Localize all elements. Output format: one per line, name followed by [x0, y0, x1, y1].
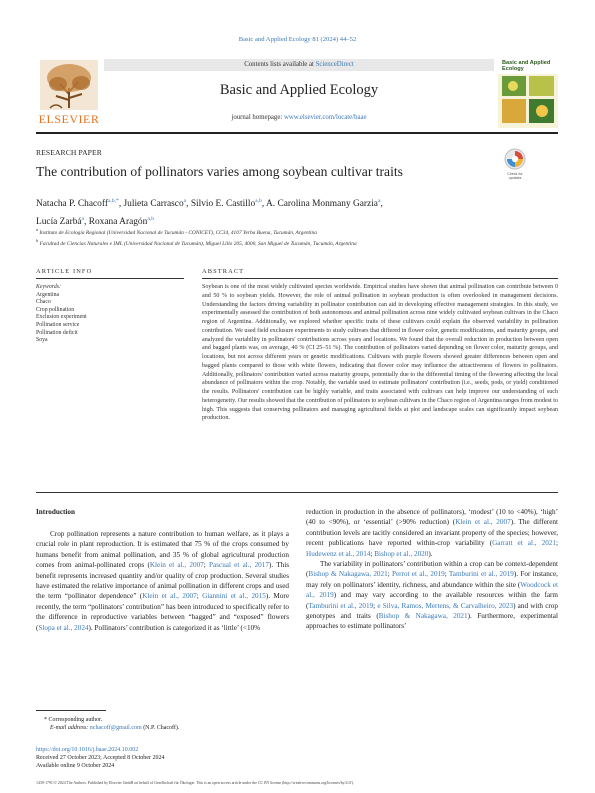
citation-link[interactable]: Klein et al., 2007: [455, 518, 511, 527]
cover-title: Basic and Applied Ecology: [502, 60, 551, 73]
body-text: ). Pollinators’ contribution is categorized it as ‘little’ (<10%: [88, 623, 261, 632]
citation-link[interactable]: Woodcock et al., 2019: [306, 580, 558, 600]
abstract-text: Soybean is one of the most widely cultivated species worldwide. Empirical studies have shown that animal pollination can contribute between 0 and 50 % to soybean yields. However, the role of animal pollination in soybean production is often overlooked in management decisions. Understanding the factors driving variability in pollinator contribution can aid in developing effective management strategies. In this study, we experimentally assessed the contribution of both autonomous and animal pollination across nine widely cultivated soybean cultivars in the Chaco region of Argentina. Additionally, we explored whether specific traits of these cultivars could explain the observed variability in pollination contribution. We used field exclusure experiments to study cultivars that differed in flower color, genetic modifications, and maturity groups, and analyzed the variability in pollinators' contributions across years and locations. We found that the overall reduction in production between open and bagged plants was, on average, 40 % (CI 25–51 %). The contribution of pollinators varied depending on flower color, maturity groups, and locations, but not across different years or genetic modifications. Cultivars with purple flowers showed greater differences between open and bagged plants compared to those with white flowers, indicating that flower color may influence the attractiveness of flowers to pollinators. Additionally, pollinators' contribution varied across maturity groups, potentially due to the differential timing of the flowering affecting the local abundance of pollinators within the crop. Notably, the variable used to estimate pollinators' contribution (i.e., seeds, pods, or yield) conditioned the results. Pollinators' contribution can be highly variable, and traits associated with cultivars can help improve our understanding of such heterogeneity. Our results showed that the contribution of pollinators to soybean cultivars in the Chaco region of Argentina ranges from modest to high. This suggests that conserving pollinators and managing agricultural fields at plot and landscape scales can significantly impact soybean production.: [202, 284, 558, 422]
citation-link[interactable]: Perrot et al., 2019: [391, 570, 445, 579]
article-type: RESEARCH PAPER: [36, 148, 102, 157]
abstract-heading: ABSTRACT: [202, 268, 245, 275]
check-for-updates-badge[interactable]: [502, 148, 528, 182]
keyword: Pollination service: [36, 321, 80, 328]
publisher-name: ELSEVIER: [38, 112, 100, 126]
body-text: ;: [196, 592, 203, 601]
body-text: ;: [370, 549, 375, 558]
introduction-heading: Introduction: [36, 508, 76, 516]
keyword: Pollination deficit: [36, 329, 78, 336]
citation-link[interactable]: Bishop & Nakagawa, 2021: [378, 612, 468, 621]
article-info-heading: ARTICLE INFO: [36, 268, 93, 275]
affiliation-b: $^b$ Facultad de Ciencias Naturales e IML (Universidad Nacional de Tucumán), Miguel Lillo 205, 4000, San Miguel de Tucumán, Tucumán, Argentina: [36, 238, 357, 248]
available-online-date: Available online 9 October 2024: [36, 763, 115, 770]
keyword: Exclusion experiment: [36, 314, 87, 321]
keyword: Crop pollination: [36, 306, 75, 313]
introduction-column-1: [36, 529, 289, 633]
citation-link[interactable]: Slopa et al., 2024: [38, 623, 89, 632]
body-text: ;: [203, 561, 210, 570]
affiliations: [36, 226, 556, 249]
author[interactable]: Roxana Aragón$^{a,b}$: [88, 216, 154, 228]
body-text: ) and may vary according to the available resources within the farm (: [306, 591, 559, 610]
author[interactable]: A. Carolina Monmany Garzia$^a$: [266, 198, 381, 210]
keywords-label: Keywords:: [36, 284, 61, 290]
introduction-paragraph: [306, 559, 558, 632]
citation-link[interactable]: Bishop & Nakagawa, 2021: [308, 570, 388, 579]
elsevier-logo[interactable]: [36, 58, 102, 126]
journal-homepage: [104, 114, 494, 121]
citation-link[interactable]: Giannini et al., 2015: [202, 592, 266, 601]
body-text: reduction in production in the absence of pollinators), ‘modest’ (10 to <40%), ‘high’ (40 to <90%), or ‘essential’ (>90% reduction) (: [306, 508, 558, 527]
citation-link[interactable]: e Silva, Ramos, Mertens, & Carvalheiro, 2023: [377, 601, 514, 610]
email-label: E-mail address:: [50, 725, 90, 732]
keyword: Argentina: [36, 291, 60, 298]
citation-link[interactable]: Tamburini et al., 2019: [308, 601, 374, 610]
contents-banner: [104, 59, 494, 71]
journal-reference[interactable]: Basic and Applied Ecology 81 (2024) 44–52: [238, 36, 357, 43]
introduction-column-2: [306, 507, 558, 632]
citation-link[interactable]: Garratt et al., 2021: [492, 539, 556, 548]
body-text: ). This benefit represents increased quantity and/or quality of crop production. Several studies have estimated the relative importance of animal pollination in different crops and used the term “pollinator dependence” (: [36, 561, 290, 601]
affiliation-a: $^a$ Instituto de Ecología Regional (Universidad Nacional de Tucumán - CONICET), CC34, 4107 Yerba Buena, Tucumán, Argentina: [36, 227, 317, 236]
body-text: The variability in pollinators’ contribution within a crop can be context-dependent (: [306, 560, 558, 579]
author[interactable]: Natacha P. Chacoff$^{a,b,*}$: [36, 198, 119, 210]
corresponding-footnote: * Corresponding author. E-mail address: nchacoff@gmail.com (N.P. Chacoff).: [44, 717, 180, 732]
body-text: ;: [373, 601, 378, 610]
keyword: Chaco: [36, 299, 51, 306]
body-text: Crop pollination represents a nature contribution to human welfare, as it plays a crucial role in plant reproduction. It is estimated that 75 % of the crops consumed by humans benefit from animal pollination, and 35 % of global agricultural production comes from animal-pollinated crops (: [36, 530, 289, 570]
body-text: ). The different contribution levels are tacitly considered an invariant property of the species; however, recent publications have reported within-crop variability (: [306, 518, 558, 548]
corresponding-label: Corresponding author.: [48, 717, 103, 723]
footnote-rule: [36, 710, 106, 711]
body-text: ;: [556, 539, 558, 548]
abstract-bottom-rule: [36, 492, 558, 493]
contents-prefix: Contents lists available at: [244, 61, 316, 68]
received-accepted-dates: Received 27 October 2023; Accepted 8 October 2024: [36, 755, 165, 762]
copyright-notice: 1439-1791/© 2024 The Authors. Published by Elsevier GmbH on behalf of Gesellschaft für Ökologie. This is an open access article under the CC BY license (http://creativecommons.org/licenses/by/4.0/).: [36, 781, 354, 785]
author[interactable]: Silvio E. Castillo$^{a,b}$: [190, 198, 262, 210]
citation-link[interactable]: Klein et al., 2007: [142, 592, 197, 601]
doi-link[interactable]: https://doi.org/10.1016/j.baae.2024.10.002: [36, 747, 139, 753]
abstract-rule: [202, 278, 558, 279]
author[interactable]: Lucía Zarbá$^a$: [36, 216, 85, 228]
article-history: [36, 746, 556, 771]
citation-link[interactable]: Pascual et al., 2017: [209, 561, 269, 570]
body-text: ;: [444, 570, 449, 579]
sciencedirect-link[interactable]: ScienceDirect: [315, 61, 354, 68]
article-title: The contribution of pollinators varies among soybean cultivar traits: [36, 164, 403, 179]
header-divider: [36, 132, 558, 134]
body-text: ). For instance, may rely on pollinators’ identity, richness, and abundance within the site (: [306, 570, 558, 589]
body-text: ). Furthermore, experimental approaches to estimate pollinators’: [306, 612, 558, 631]
body-text: ).: [428, 549, 433, 558]
keywords: [36, 284, 176, 345]
body-text: ;: [387, 570, 392, 579]
homepage-link[interactable]: www.elsevier.com/locate/baae: [283, 114, 367, 121]
crossmark-label: Check for updates: [507, 172, 523, 181]
body-text: ). More recently, the term “pollinators’ contribution” has been introduced to specifically refer to the difference in reproductive variables between “bagged” and “exposed” flowers (: [36, 592, 290, 632]
citation-link[interactable]: Tamburini et al., 2019: [448, 570, 514, 579]
introduction-paragraph: [306, 507, 558, 559]
author-list: Natacha P. Chacoff$^{a,b,*}$, Julieta Carrasco$^a$, Silvio E. Castillo$^{a,b}$, A. Carolina Monmany Garzia$^a$, Lucía Zarbá$^a$, Roxana Aragón$^{a,b}$: [36, 198, 383, 228]
homepage-prefix: journal homepage:: [231, 114, 284, 121]
crossmark-icon: [502, 148, 528, 172]
article-info-rule: [36, 278, 184, 279]
keyword: Soya: [36, 337, 48, 344]
journal-cover[interactable]: [498, 58, 558, 128]
journal-title: Basic and Applied Ecology: [219, 82, 379, 98]
author-email-link[interactable]: nchacoff@gmail.com: [89, 725, 142, 732]
citation-link[interactable]: Klein et al., 2007: [149, 561, 204, 570]
citation-link[interactable]: Bishop et al., 2020: [374, 549, 429, 558]
body-text: ) and with crop genotypes and traits (: [306, 601, 558, 621]
citation-link[interactable]: Hudewenz et al., 2014: [306, 549, 371, 558]
author[interactable]: Julieta Carrasco$^a$: [123, 198, 187, 210]
